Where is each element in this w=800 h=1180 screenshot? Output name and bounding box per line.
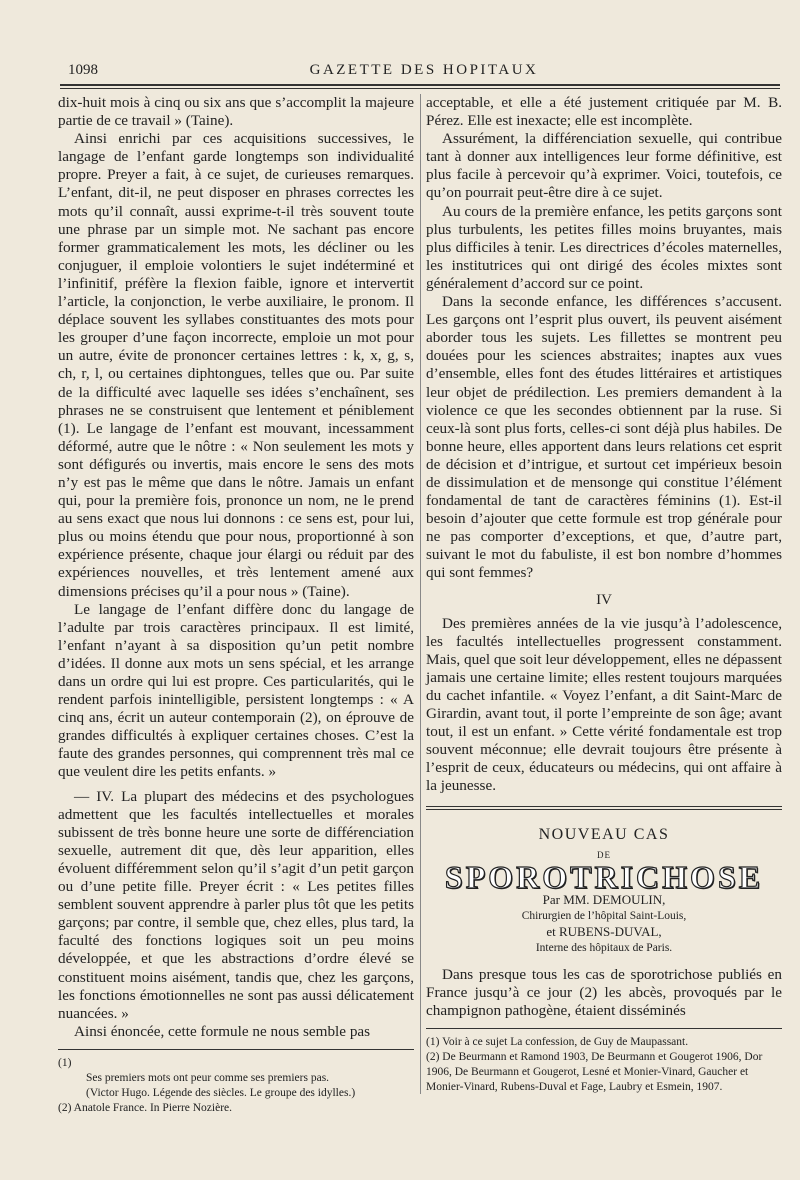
page-header [68,62,780,82]
footnote: (2) De Beurmann et Ramond 1903, De Beurmann et Gougerot 1906, Dor 1906, De Beurmann et Gougerot, Lesné et Monier-Vinard, Gaucher et Monier-Vinard, Rubens-Duval et Fage, Laubry et Esmein, 1907. [426,1051,763,1094]
footnotes [426,1035,782,1095]
paragraph: dix-huit mois à cinq ou six ans que s’accomplit la majeure partie de ce travail » (Taine). [58,94,414,130]
footnote-rule [426,1028,782,1029]
paragraph: Le langage de l’enfant diffère donc du langage de l’adulte par trois caractères principaux. Il est limité, l’enfant n’ayant à sa disposition qu’un petit nombre d’idées. Il donne aux mots un sens spécial, et les arrange dans un ordre qui lui est propre. Ces particularités, qui le rendent parfois inintelligible, persistent longtemps : « A cinq ans, écrit un auteur contemporain (2), on éprouve de grandes difficultés à expliquer certaines choses. C’est la faute des grandes personnes, qui comprennent très mal ce que veulent dire les petits enfants. » [58,600,414,781]
footnote: (2) Anatole France. In Pierre Nozière. [58,1101,233,1114]
left-column [58,94,414,1116]
header-rule-thin [60,88,780,89]
paragraph: Au cours de la première enfance, les petits garçons sont plus turbulents, les petites filles moins bruyantes, mais plus difficiles à tenir. Les directrices d’écoles maternelles, les institutrices qui ont dirigé des écoles mixtes sont généralement d’accord sur ce point. [426,202,782,292]
column-separator [420,94,421,1094]
article-separator [426,806,782,810]
paragraph: Dans la seconde enfance, les différences s’accusent. Les garçons ont l’esprit plus ouvert, ils peuvent aisément aborder tous les sujets. Les fillettes se montrent peu douées pour les sciences abstraites; inaptes aux vues d’ensemble, elles font des études littéraires et artistiques leur objet de prédilection. Les premiers demandent à la violence ce que les secondes obtiennent par la ruse. Si ceux-là sont plus forts, celles-ci sont déjà plus habiles. De bonne heure, elles apportent dans leurs relations cet esprit de décision et d’intrigue, et surtout cet impérieux besoin de dissimulation et de mensonge qui constitue l’élément fondamental de tant de caractères féminins (1). Est-il besoin d’ajouter que cette formule est trop générale pour ne pas comporter d’exceptions, et que, d’autre part, suivant le mot du fabuliste, il est bon nombre d’hommes qui sont femmes? [426,293,782,582]
paragraph: acceptable, et elle a été justement critiquée par M. B. Pérez. Elle est inexacte; elle est incomplète. [426,94,782,130]
footnote: (1) Voir à ce sujet La confession, de Guy de Maupassant. [426,1036,689,1049]
author1-role: Chirurgien de l’hôpital Saint-Louis, [521,909,687,922]
article-intro: Dans presque tous les cas de sporotrichose publiés en France jusqu’à ce jour (2) les abcès, provoqués par le champignon pathogène, étaient disséminés [426,965,782,1020]
paragraph: — IV. La plupart des médecins et des psychologues admettent que les facultés intellectuelles et morales subissent de très bonne heure une sorte de différenciation sexuelle, autrement dit que, dès leur apparition, elles évoluent différemment selon qu’il s’agit d’un petit garçon ou d’une petite fille. Preyer écrit : « Les petites filles semblent souvent apprendre à parler plus tôt que les petits garçons; par contre, il semble que, chez elles, plus tard, la faculté des fonctions logiques soit un peu moins développée, et que les abstractions d’ordre élevé se constituent moins aisément, tandis que, chez les garçons, les fonctions émotionnelles ne sont pas aussi délicatement nuancées. » [58,787,414,1022]
paragraph: Assurément, la différenciation sexuelle, qui contribue tant à donner aux intelligences leur forme définitive, est plus facile à percevoir qu’à exprimer. Voici, toutefois, ce qu’on pourrait peut-être dire à ce sujet. [426,130,782,202]
article-title-line1: NOUVEAU CAS [538,825,670,843]
footnote: Ses premiers mots ont peur comme ses premiers pas. [86,1071,330,1084]
article-title-de: DE [597,849,611,860]
footnote-rule [58,1049,414,1050]
paragraph: Ainsi énoncée, cette formule ne nous semble pas [74,1022,371,1040]
author2-role: Interne des hôpitaux de Paris. [535,941,673,954]
page-number: 1098 [68,62,98,78]
footnote: (Victor Hugo. Légende des siècles. Le groupe des idylles.) [86,1086,356,1099]
paragraph: Des premières années de la vie jusqu’à l’adolescence, les facultés intellectuelles progressent constamment. Mais, quel que soit leur développement, elles ne dépassent jamais une certaine limite; elles restent toujours marquées du cachet infantile. « Voyez l’enfant, a dit Saint-Marc de Girardin, avant tout, il porte l’empreinte de son âge; avant tout, il est un enfant. » Cette vérité fondamentale est trop souvent méconnue; elle devrait toujours être présente à l’esprit de ceux, éducateurs ou médecins, qui ont affaire à la jeunesse. [426,614,782,795]
footnote: (1) [58,1056,72,1069]
authors-line: Par MM. DEMOULIN, [542,891,666,907]
section-number: IV [596,591,612,608]
right-column [426,94,782,1095]
paragraph: Ainsi enrichi par ces acquisitions successives, le langage de l’enfant garde longtemps son individualité propre. Preyer a fait, à ce sujet, de curieuses remarques. L’enfant, dit-il, ne peut disposer en phrases correctes les mots qu’il connaît, aussi exprime-t-il très souvent toute une phrase par un simple mot. Ne sachant pas encore former grammaticalement les mots, les décliner ou les conjuguer, il emploie volontiers le sujet indéterminé et l’infinitif, préfère la flexion faible, ignore et intervertit l’article, la conjonction, le verbe auxiliaire, le pronom. Il déplace souvent les syllabes constituantes des mots pour les grouper d’une façon incorrecte, emploie un mot pour un autre, évite de prononcer certaines lettres : k, x, g, s, ch, r, l, ou certaines diphtongues, telles que ou. Par suite de la difficulté avec laquelle ses idées s’enchaînent, ses phrases ne se construisent que lentement et péniblement (1). Le langage de l’enfant est mouvant, incessamment déformé, autre que le nôtre : « Non seulement les mots y sont défigurés ou invertis, mais encore le sens des mots n’y est pas le même que dans le nôtre. Jamais un enfant qui, pour la première fois, prononce un nom, ne le prend au sens exact que nous lui donnons : ce sens est, pour lui, plus ou moins étendu que pour nous, proportionné à son expérience présente, chaque jour élargi ou réduit par des expériences nouvelles, et très lentement amené aux dimensions précises qu’il a pour nous » (Taine). [58,130,414,600]
footnotes [58,1056,414,1116]
header-rule [60,84,780,86]
article-title-main: SPOROTRICHOSE [444,858,764,895]
author2-line: et RUBENS-DUVAL, [546,923,662,939]
journal-title: GAZETTE DES HOPITAUX [309,62,539,78]
